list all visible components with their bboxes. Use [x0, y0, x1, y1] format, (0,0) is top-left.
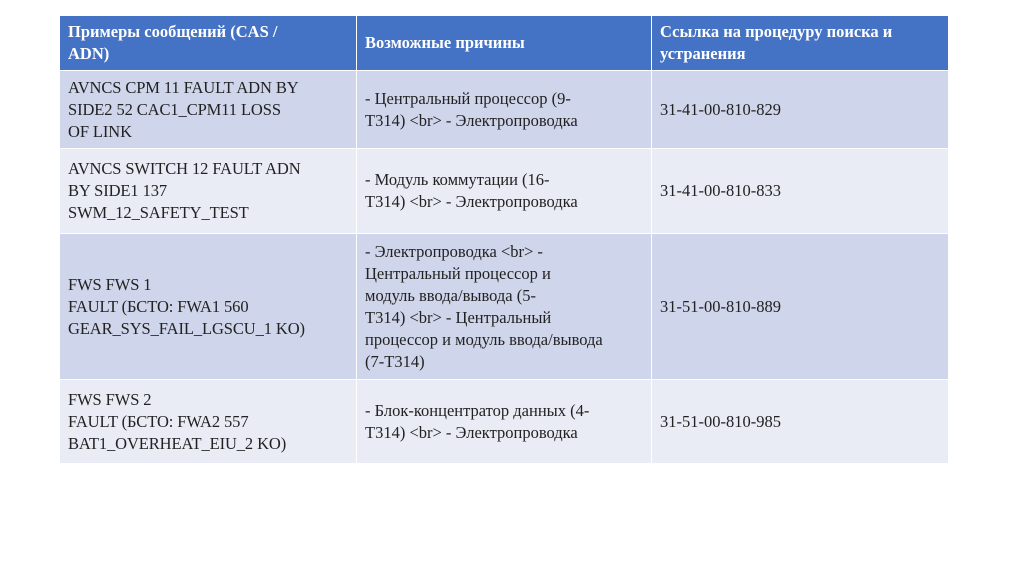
header-messages: Примеры сообщений (CAS / ADN)	[60, 16, 357, 71]
procedure-cell: 31-51-00-810-985	[652, 380, 949, 464]
table-row	[60, 234, 949, 380]
causes-cell: - Электропроводка <br> - Центральный процессор и модуль ввода/вывода (5- Т314) <br> - Центральный процессор и модуль ввода/вывода (7-Т314)	[357, 234, 652, 380]
causes-cell: - Модуль коммутации (16- Т314) <br> - Электропроводка	[357, 149, 652, 234]
header-causes: Возможные причины	[357, 16, 652, 71]
message-cell: FWS FWS 2 FAULT (БСТО: FWA2 557 BAT1_OVERHEAT_EIU_2 KO)	[60, 380, 357, 464]
fault-messages-table	[59, 16, 949, 464]
procedure-cell: 31-41-00-810-829	[652, 71, 949, 149]
message-cell: AVNCS SWITCH 12 FAULT ADN BY SIDE1 137 SWM_12_SAFETY_TEST	[60, 149, 357, 234]
table-row	[60, 71, 949, 149]
causes-cell: - Центральный процессор (9- Т314) <br> - Электропроводка	[357, 71, 652, 149]
message-cell: FWS FWS 1 FAULT (БСТО: FWA1 560 GEAR_SYS_FAIL_LGSCU_1 KO)	[60, 234, 357, 380]
table-row	[60, 380, 949, 464]
procedure-cell: 31-41-00-810-833	[652, 149, 949, 234]
header-procedure: Ссылка на процедуру поиска и устранения	[652, 16, 949, 71]
procedure-cell: 31-51-00-810-889	[652, 234, 949, 380]
table-header-row	[60, 16, 949, 71]
table-row	[60, 149, 949, 234]
causes-cell: - Блок-концентратор данных (4- Т314) <br> - Электропроводка	[357, 380, 652, 464]
message-cell: AVNCS CPM 11 FAULT ADN BY SIDE2 52 CAC1_CPM11 LOSS OF LINK	[60, 71, 357, 149]
